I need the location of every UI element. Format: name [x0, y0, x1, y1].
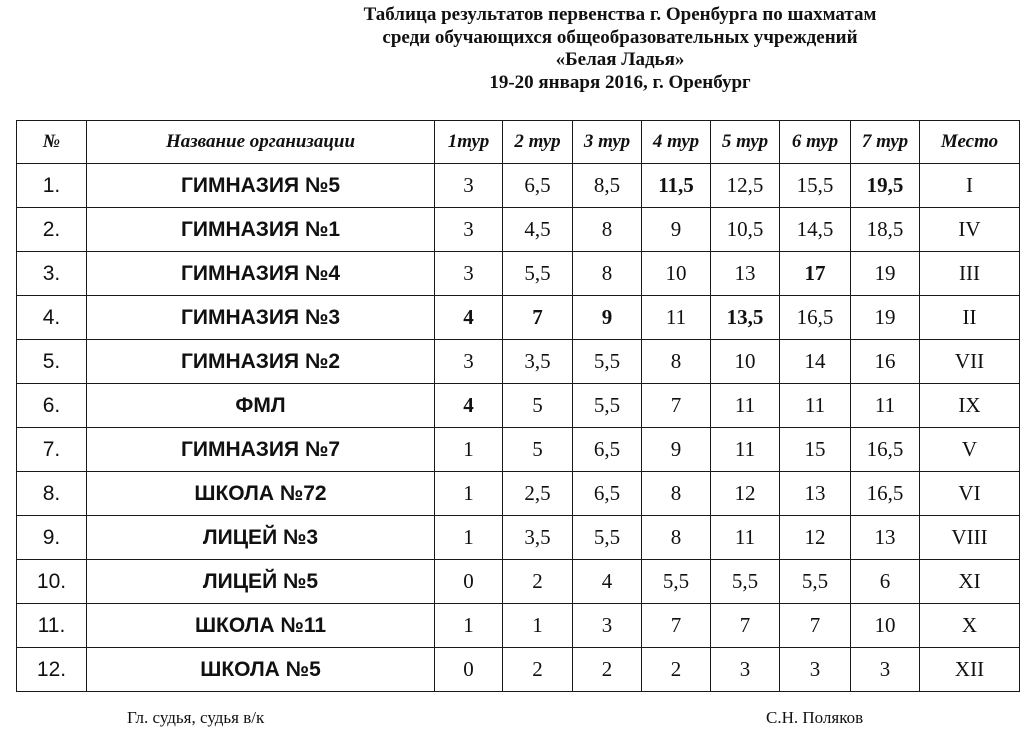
round-7-score: 19 [851, 296, 920, 340]
round-6-score: 7 [780, 604, 851, 648]
organization-name: ШКОЛА №11 [87, 604, 435, 648]
round-3-score: 5,5 [573, 384, 642, 428]
round-5-score: 10,5 [711, 208, 780, 252]
place: VI [920, 472, 1020, 516]
round-7-score: 19 [851, 252, 920, 296]
organization-name: ФМЛ [87, 384, 435, 428]
round-2-score: 2,5 [503, 472, 573, 516]
organization-name: ГИМНАЗИЯ №5 [87, 164, 435, 208]
round-7-score: 19,5 [851, 164, 920, 208]
round-3-score: 5,5 [573, 516, 642, 560]
round-6-score: 11 [780, 384, 851, 428]
row-number: 7. [17, 428, 87, 472]
round-1-score: 3 [435, 208, 503, 252]
round-4-score: 8 [642, 340, 711, 384]
table-header-row [17, 121, 1020, 164]
column-header-round-1: 1тур [435, 121, 503, 164]
place: IV [920, 208, 1020, 252]
round-7-score: 13 [851, 516, 920, 560]
title-line-1: Таблица результатов первенства г. Оренбурга по шахматам [363, 4, 877, 25]
table-row [17, 296, 1020, 340]
place: X [920, 604, 1020, 648]
round-5-score: 11 [711, 384, 780, 428]
round-7-score: 10 [851, 604, 920, 648]
round-3-score: 4 [573, 560, 642, 604]
table-row [17, 472, 1020, 516]
organization-name: ЛИЦЕЙ №5 [87, 560, 435, 604]
round-2-score: 5 [503, 428, 573, 472]
round-4-score: 8 [642, 472, 711, 516]
place: VIII [920, 516, 1020, 560]
document-title [300, 4, 940, 94]
round-5-score: 5,5 [711, 560, 780, 604]
round-3-score: 6,5 [573, 472, 642, 516]
round-5-score: 10 [711, 340, 780, 384]
round-1-score: 0 [435, 648, 503, 692]
organization-name: ГИМНАЗИЯ №7 [87, 428, 435, 472]
round-4-score: 7 [642, 604, 711, 648]
round-5-score: 13 [711, 252, 780, 296]
round-7-score: 6 [851, 560, 920, 604]
row-number: 11. [17, 604, 87, 648]
column-header-round-7: 7 тур [851, 121, 920, 164]
column-header-round-4: 4 тур [642, 121, 711, 164]
column-header-round-5: 5 тур [711, 121, 780, 164]
round-5-score: 12,5 [711, 164, 780, 208]
place: IX [920, 384, 1020, 428]
column-header-round-6: 6 тур [780, 121, 851, 164]
round-3-score: 9 [573, 296, 642, 340]
round-2-score: 3,5 [503, 340, 573, 384]
organization-name: ГИМНАЗИЯ №1 [87, 208, 435, 252]
round-7-score: 3 [851, 648, 920, 692]
round-1-score: 1 [435, 428, 503, 472]
round-6-score: 13 [780, 472, 851, 516]
table-row [17, 384, 1020, 428]
organization-name: ГИМНАЗИЯ №3 [87, 296, 435, 340]
place: II [920, 296, 1020, 340]
round-6-score: 17 [780, 252, 851, 296]
round-6-score: 16,5 [780, 296, 851, 340]
table-row [17, 516, 1020, 560]
round-2-score: 6,5 [503, 164, 573, 208]
table-row [17, 252, 1020, 296]
round-3-score: 5,5 [573, 340, 642, 384]
row-number: 12. [17, 648, 87, 692]
round-3-score: 8 [573, 252, 642, 296]
round-2-score: 5 [503, 384, 573, 428]
round-5-score: 13,5 [711, 296, 780, 340]
judge-title: Гл. судья, судья в/к [127, 708, 265, 727]
place: VII [920, 340, 1020, 384]
round-4-score: 10 [642, 252, 711, 296]
round-6-score: 15,5 [780, 164, 851, 208]
round-3-score: 3 [573, 604, 642, 648]
round-5-score: 3 [711, 648, 780, 692]
round-6-score: 15 [780, 428, 851, 472]
round-1-score: 4 [435, 384, 503, 428]
round-6-score: 3 [780, 648, 851, 692]
title-line-2: среди обучающихся общеобразовательных учреждений [382, 26, 858, 48]
round-2-score: 5,5 [503, 252, 573, 296]
round-2-score: 3,5 [503, 516, 573, 560]
round-7-score: 16,5 [851, 472, 920, 516]
round-4-score: 5,5 [642, 560, 711, 604]
round-5-score: 11 [711, 428, 780, 472]
round-1-score: 3 [435, 252, 503, 296]
round-4-score: 2 [642, 648, 711, 692]
place: V [920, 428, 1020, 472]
place: I [920, 164, 1020, 208]
row-number: 4. [17, 296, 87, 340]
round-6-score: 5,5 [780, 560, 851, 604]
round-2-score: 2 [503, 648, 573, 692]
round-2-score: 2 [503, 560, 573, 604]
title-line-3: «Белая Ладья» [555, 49, 685, 70]
column-header-num: № [17, 121, 87, 164]
round-1-score: 3 [435, 340, 503, 384]
column-header-place: Место [920, 121, 1020, 164]
round-1-score: 1 [435, 604, 503, 648]
table-row [17, 428, 1020, 472]
round-3-score: 8,5 [573, 164, 642, 208]
column-header-round-3: 3 тур [573, 121, 642, 164]
round-7-score: 18,5 [851, 208, 920, 252]
results-table [16, 120, 1020, 692]
judge-name: С.Н. Поляков [766, 708, 864, 727]
round-1-score: 0 [435, 560, 503, 604]
row-number: 5. [17, 340, 87, 384]
organization-name: ШКОЛА №72 [87, 472, 435, 516]
organization-name: ШКОЛА №5 [87, 648, 435, 692]
round-4-score: 9 [642, 428, 711, 472]
table-row [17, 164, 1020, 208]
organization-name: ЛИЦЕЙ №3 [87, 516, 435, 560]
organization-name: ГИМНАЗИЯ №4 [87, 252, 435, 296]
row-number: 3. [17, 252, 87, 296]
row-number: 2. [17, 208, 87, 252]
column-header-round-2: 2 тур [503, 121, 573, 164]
round-6-score: 12 [780, 516, 851, 560]
round-3-score: 6,5 [573, 428, 642, 472]
row-number: 9. [17, 516, 87, 560]
row-number: 8. [17, 472, 87, 516]
round-4-score: 8 [642, 516, 711, 560]
round-1-score: 1 [435, 516, 503, 560]
row-number: 6. [17, 384, 87, 428]
round-3-score: 2 [573, 648, 642, 692]
round-7-score: 11 [851, 384, 920, 428]
round-1-score: 1 [435, 472, 503, 516]
round-1-score: 4 [435, 296, 503, 340]
round-5-score: 7 [711, 604, 780, 648]
round-6-score: 14 [780, 340, 851, 384]
round-2-score: 1 [503, 604, 573, 648]
round-3-score: 8 [573, 208, 642, 252]
round-2-score: 7 [503, 296, 573, 340]
round-1-score: 3 [435, 164, 503, 208]
round-6-score: 14,5 [780, 208, 851, 252]
round-4-score: 7 [642, 384, 711, 428]
column-header-org: Название организации [87, 121, 435, 164]
title-line-4: 19-20 января 2016, г. Оренбург [489, 71, 751, 93]
organization-name: ГИМНАЗИЯ №2 [87, 340, 435, 384]
round-7-score: 16,5 [851, 428, 920, 472]
place: XII [920, 648, 1020, 692]
place: III [920, 252, 1020, 296]
round-4-score: 11,5 [642, 164, 711, 208]
round-4-score: 9 [642, 208, 711, 252]
table-row [17, 560, 1020, 604]
table-row [17, 340, 1020, 384]
round-7-score: 16 [851, 340, 920, 384]
round-5-score: 11 [711, 516, 780, 560]
row-number: 10. [17, 560, 87, 604]
place: XI [920, 560, 1020, 604]
table-row [17, 208, 1020, 252]
row-number: 1. [17, 164, 87, 208]
round-2-score: 4,5 [503, 208, 573, 252]
table-row [17, 648, 1020, 692]
table-row [17, 604, 1020, 648]
round-5-score: 12 [711, 472, 780, 516]
round-4-score: 11 [642, 296, 711, 340]
